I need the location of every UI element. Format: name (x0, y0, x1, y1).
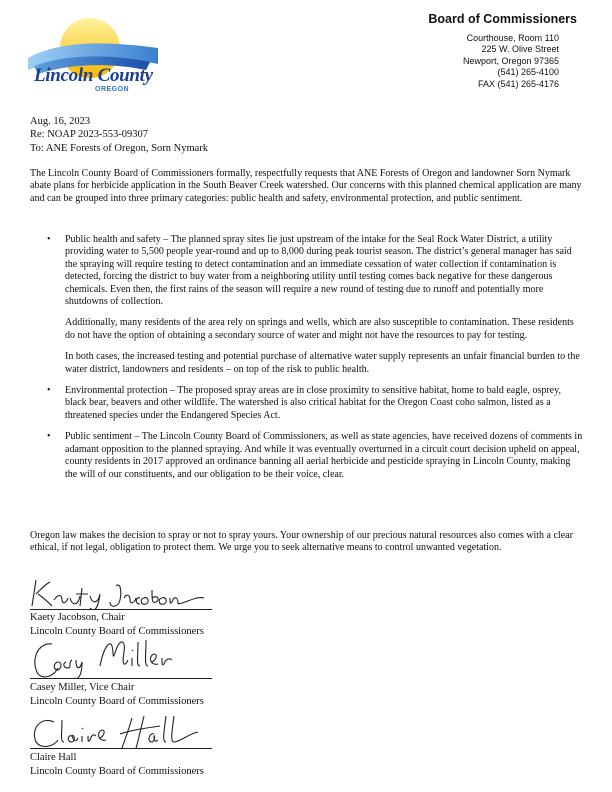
signature-claire-hall (28, 712, 208, 752)
signatory-block (30, 751, 204, 779)
bullet-marker: • (47, 385, 51, 397)
concern-public-sentiment (30, 431, 585, 481)
signature-line (30, 748, 212, 749)
intro-paragraph: The Lincoln County Board of Commissioners formally, respectfully requests that ANE Forests of Oregon and landowner Sorn Nymark abate plans for herbicide application in the South Beaver Creek watershed. Our concerns with this planned chemical application are many and can be grouped into three primary categories: public health and safety, environmental protection, and public sentiment. (30, 168, 582, 204)
concern-environment (30, 385, 585, 422)
signatory-block (30, 611, 204, 639)
letter-recipient: To: ANE Forests of Oregon, Sorn Nymark (30, 142, 209, 154)
signature-line (30, 609, 212, 610)
signatory-org: Lincoln County Board of Commissioners (30, 696, 204, 707)
concern-paragraph: Environmental protection – The proposed spray areas are in close proximity to sensitive habitat, home to bald eagle, osprey, black bear, beavers and other wildlife. The watershed is also critical habitat for the Oregon Coast coho salmon, listed as a threatened species under the Endangered Species Act. (65, 385, 561, 421)
logo-wordmark: Lincoln County (34, 65, 153, 86)
phone-line: (541) 265-4100 (497, 67, 559, 78)
address-line: Courthouse, Room 110 (466, 33, 559, 43)
signature-kaety-jacobson (28, 576, 208, 610)
signatory-name: Claire Hall (30, 752, 77, 763)
signatory-block (30, 681, 204, 709)
office-address (463, 33, 559, 90)
letter-date: Aug. 16, 2023 (30, 116, 91, 127)
logo-state: OREGON (95, 86, 130, 93)
concern-public-health (30, 234, 585, 376)
concern-paragraph: Additionally, many residents of the area rely on springs and wells, which are also susceptible to contamination. These residents do not have the option of obtaining a secondary source of water and might not have the resources to pay for testing. (65, 317, 574, 341)
concern-paragraph: Public health and safety – The planned spray sites lie just upstream of the intake for the Seal Rock Water District, a utility providing water to 5,500 people year-round and up to 8,000 during peak tourist season. The district’s general manager has said the spraying will require testing to detect contamination and an immediate cessation of water collection if contamination is detected, forcing the district to buy water from a neighboring utility until testing comes back negative for these dangerous chemicals. Even then, the first rains of the season will require a new round of testing due to runoff and potentially more shutdowns of collection. (65, 234, 572, 308)
concern-list (30, 234, 585, 490)
bullet-marker: • (47, 234, 51, 245)
concern-paragraph: In both cases, the increased testing and potential purchase of alternative water supply represents an unfair financial burden to the water district, landowners and residents – on top of the risk to public health. (65, 351, 580, 375)
signatory-org: Lincoln County Board of Commissioners (30, 766, 204, 777)
fax-line: FAX (541) 265-4176 (477, 78, 559, 89)
concern-paragraph: Public sentiment – The Lincoln County Board of Commissioners, as well as state agencies, have received dozens of comments in adamant opposition to the planned spraying. And while it was eventually overturned in a circuit court decision upheld on appeal, county residents in 2017 approved an ordinance banning all aerial herbicide and pesticide spraying in Lincoln County, making the will of our constituents, and our obligation to be their voice, clear. (65, 431, 583, 480)
letter-reference: Re: NOAP 2023-553-09307 (30, 129, 149, 141)
office-title: Board of Commissioners (428, 12, 577, 26)
address-line: Newport, Oregon 97365 (462, 55, 559, 66)
closing-paragraph: Oregon law makes the decision to spray or not to spray yours. Your ownership of our precious natural resources also comes with a clear ethical, if not legal, obligation to protect them. We urge you to seek alternative means to control unwanted vegetation. (30, 530, 573, 554)
letter-meta (30, 115, 208, 155)
signatory-name: Casey Miller, Vice Chair (30, 682, 135, 693)
signatory-org: Lincoln County Board of Commissioners (30, 626, 204, 637)
address-line: 225 W. Olive Street (481, 44, 559, 55)
signatory-name: Kaety Jacobson, Chair (30, 612, 125, 623)
signature-line (30, 678, 212, 679)
signature-casey-miller (28, 636, 208, 682)
bullet-marker: • (47, 431, 51, 443)
